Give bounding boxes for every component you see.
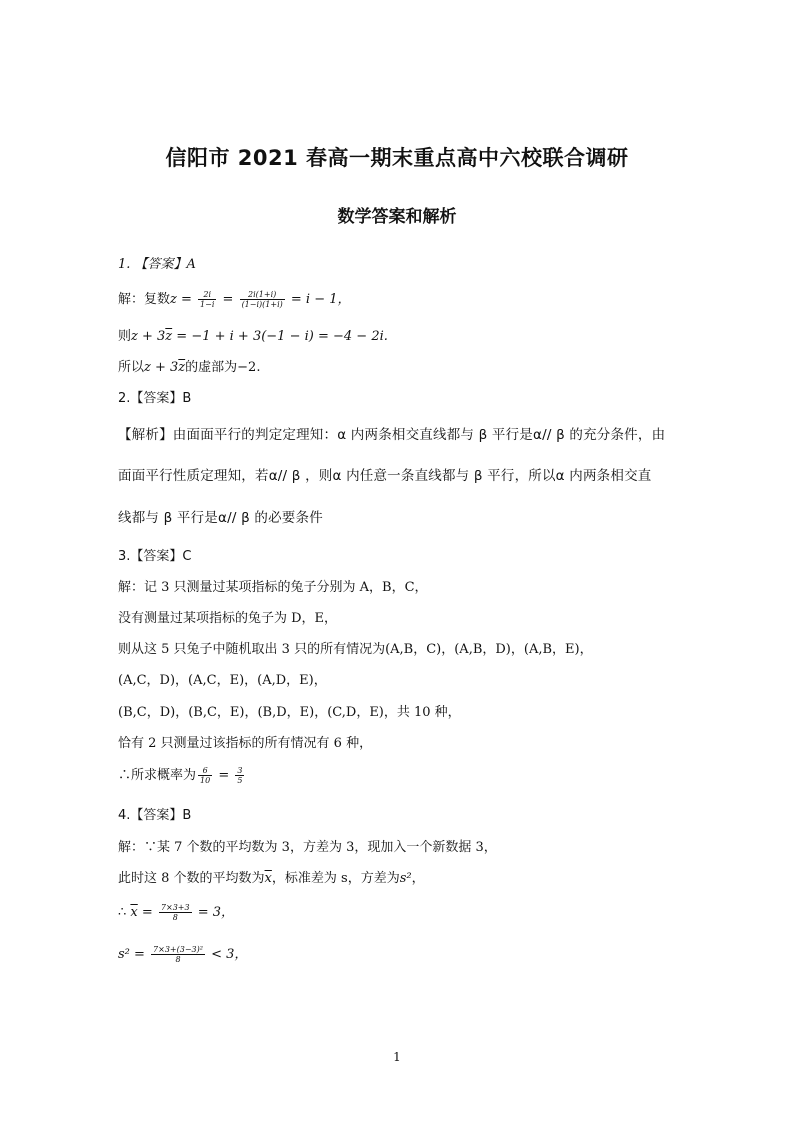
q2-paragraph-line2: 面面平行性质定理知，若α// β ，则α 内任意一条直线都与 β 平行，所以α 内两条相交直	[118, 468, 652, 484]
q1-line1-rest: = i − 1，	[286, 292, 351, 307]
q3-line3: 则从这 5 只兔子中随机取出 3 只的所有情况为(A,B，C)，(A,B，D)，(A,B，E)，	[118, 642, 593, 657]
q3-line7-eq: =	[214, 768, 234, 783]
q1-line2	[118, 327, 388, 347]
q1-line1-z: z =	[170, 292, 197, 307]
q4-fraction-1	[159, 903, 192, 922]
q2-header: 2.【答案】B	[118, 391, 192, 406]
q4-line2-s2: s²	[399, 871, 412, 886]
q3-header: 3.【答案】C	[118, 549, 192, 564]
q3-line7	[118, 766, 246, 786]
page-number: 1	[393, 1050, 401, 1064]
q4-fraction-2-den: 8	[175, 955, 181, 964]
q4-line3-eq: =	[137, 905, 157, 920]
q3-fraction-2-num: 3	[237, 766, 243, 775]
q1-fraction-1	[198, 290, 216, 309]
q1-fraction-2-den: (1−i)(1+i)	[241, 300, 283, 309]
q4-fraction-2-num: 7×3+(3−3)²	[153, 945, 203, 954]
q1-line3-prefix: 所以	[118, 360, 145, 375]
q4-fraction-1-den: 8	[172, 913, 178, 922]
q1-line2-expr-b: = −1 + i + 3(−1 − i) = −4 − 2i.	[172, 329, 388, 344]
q1-fraction-2	[240, 290, 285, 309]
q2-paragraph-line1: 【解析】由面面平行的判定定理知：α 内两条相交直线都与 β 平行是α// β 的充分条件，由	[118, 427, 666, 443]
q4-line4	[118, 945, 247, 965]
q3-fraction-2	[235, 766, 244, 785]
q4-line2-a: 此时这 8 个数的平均数为	[118, 871, 265, 886]
q4-line2	[118, 869, 425, 889]
q4-line2-b: ，标准差为 s，方差为	[271, 871, 400, 886]
q3-line4: (A,C，D)，(A,C，E)，(A,D，E)，	[118, 673, 327, 688]
q1-line3	[118, 358, 260, 378]
q4-line3-xbar: $\overline{x}$	[130, 905, 138, 920]
q3-fraction-2-den: 5	[237, 776, 243, 785]
q1-line3-zbar: $\overline{z}$	[178, 360, 186, 375]
document-subtitle: 数学答案和解析	[337, 207, 457, 227]
q1-line1	[118, 290, 351, 310]
q3-line6: 恰有 2 只测量过该指标的所有情况有 6 种，	[118, 736, 373, 751]
q4-line3-rest: = 3，	[193, 905, 235, 920]
q1-fraction-1-num: 2i	[198, 290, 216, 300]
q4-line2-c: ，	[411, 871, 425, 886]
q1-line3-expr-a: z + 3	[144, 360, 179, 375]
q4-line2-xbar: $\overline{x}$	[264, 871, 272, 886]
q4-fraction-1-num: 7×3+3	[160, 903, 190, 912]
q1-line2-zbar: $\overline{z}$	[165, 329, 173, 344]
q3-line2: 没有测量过某项指标的兔子为 D，E，	[118, 611, 338, 626]
document-title: 信阳市 2021 春高一期末重点高中六校联合调研	[165, 146, 629, 170]
q1-line2-prefix: 则	[118, 329, 132, 344]
q4-line3-prefix: ∴	[118, 905, 131, 920]
q2-paragraph-line3: 线都与 β 平行是α// β 的必要条件	[118, 510, 323, 526]
q4-header: 4.【答案】B	[118, 808, 192, 823]
q3-fraction-1-num: 6	[198, 766, 212, 776]
q1-line1-eq: =	[218, 292, 238, 307]
q1-header: 1. 【答案】A	[118, 257, 196, 272]
q1-line1-prefix: 解：复数	[118, 292, 171, 307]
q4-fraction-2	[151, 945, 205, 964]
q3-line1: 解：记 3 只测量过某项指标的兔子分别为 A，B，C，	[118, 580, 428, 595]
q3-line7-prefix: ∴所求概率为	[118, 768, 197, 783]
q4-line1: 解：∵某 7 个数的平均数为 3，方差为 3，现加入一个新数据 3，	[118, 840, 497, 855]
q1-line2-expr-a: z + 3	[131, 329, 166, 344]
q3-fraction-1	[198, 766, 212, 785]
q3-fraction-1-den: 10	[200, 776, 211, 785]
q4-line3	[118, 903, 234, 923]
q1-fraction-2-num: 2i(1+i)	[240, 290, 285, 300]
q4-line4-rest: < 3，	[206, 947, 248, 962]
q3-line5: (B,C，D)，(B,C，E)，(B,D，E)，(C,D，E)，共 10 种，	[118, 705, 461, 720]
q4-line4-s2: s² =	[118, 947, 150, 962]
q1-fraction-1-den: 1−i	[200, 300, 215, 309]
q1-line3-rest: 的虚部为−2.	[185, 360, 261, 375]
